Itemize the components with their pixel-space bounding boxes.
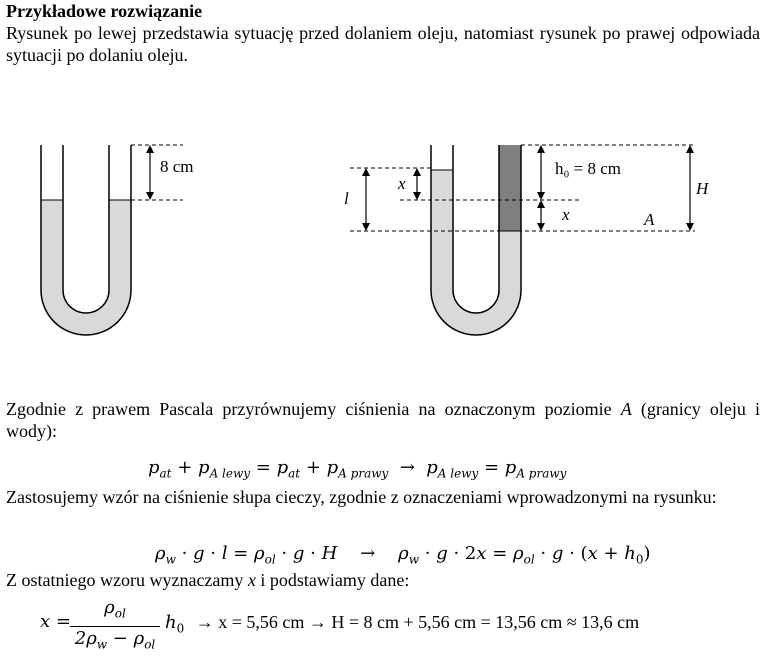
- oil-column: [499, 145, 521, 231]
- label-A: A: [644, 210, 655, 229]
- intro-paragraph: Rysunek po lewej przedstawia sytuację przed dolaniem oleju, natomiast rysunek po prawej odpowiada sytuacji po dolaniu oleju.: [6, 23, 760, 65]
- left-u-tube: [41, 145, 194, 335]
- solve-paragraph: Z ostatniego wzoru wyznaczamy x i podstawiamy dane:: [6, 570, 410, 590]
- label-x-bottom: x: [562, 205, 570, 224]
- label-h0: h₀ = 8 cm: [555, 159, 622, 178]
- label-l: l: [344, 189, 349, 208]
- result-rhs: $h_0 \to x = 5,56$ cm → H = 8 cm + 5,56 cm = 13,56 cm ≈ 13,6 cm: [165, 612, 640, 636]
- label-x-top: x: [398, 174, 406, 193]
- right-u-tube: [344, 145, 710, 335]
- page-title: Przykładowe rozwiązanie: [6, 1, 203, 21]
- label-H: H: [696, 179, 709, 198]
- result-fraction: $\rho_{ol}$ $2\rho_w - \rho_{ol}$: [70, 597, 160, 655]
- var-x: x: [247, 570, 256, 590]
- pascal-equation: $p_{at} + p_{A lewy} = p_{at} + p_{A prawy} \to p_{A lewy} = p_{A prawy}$: [148, 457, 567, 481]
- formula-paragraph: Zastosujemy wzór na ciśnienie słupa cieczy, zgodnie z oznaczeniami wprowadzonymi na rysunku:: [6, 487, 717, 507]
- pressure-equation: $\rho_w \cdot g \cdot l = \rho_{ol} \cdot g \cdot H$ → $\rho_w \cdot g \cdot 2x = \rho_{ol} \cdot g \cdot (x + h_0)$: [155, 543, 651, 567]
- left-water: [41, 200, 131, 335]
- pascal-paragraph: Zgodnie z prawem Pascala przyrównujemy ciśnienia na oznaczonym poziomie A (granicy oleju i wody):: [6, 399, 760, 441]
- level-a: A: [620, 399, 632, 419]
- left-8cm-label: 8 cm: [160, 157, 194, 176]
- result-lhs: x =: [40, 611, 71, 632]
